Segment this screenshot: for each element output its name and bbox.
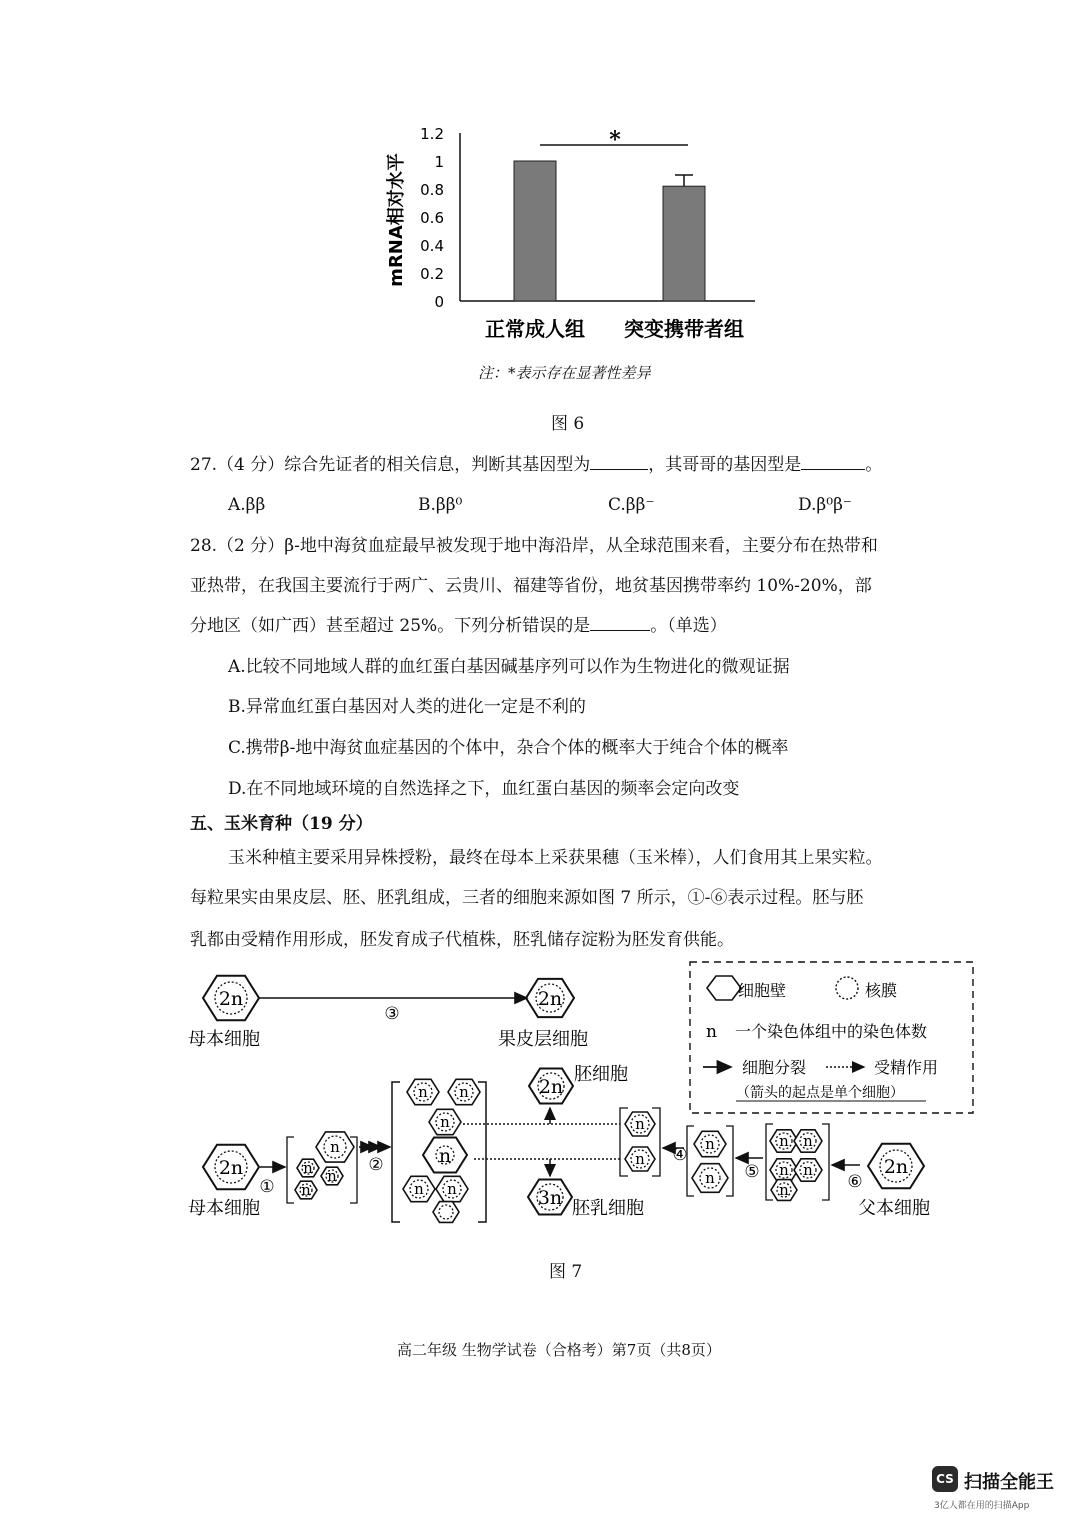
y-tick-label: 0 <box>434 293 444 311</box>
pericarp-cell <box>526 979 574 1017</box>
svg-text:n: n <box>635 1150 645 1168</box>
legend-hexagon-icon <box>707 976 741 1000</box>
svg-text:n: n <box>779 1161 789 1179</box>
step-5-label: ⑤ <box>744 1162 760 1182</box>
svg-text:2n: 2n <box>218 988 244 1010</box>
step-2-label: ② <box>368 1155 384 1175</box>
bar <box>663 186 705 301</box>
antipodal-cell <box>436 1176 468 1201</box>
q28-option-d[interactable]: D.在不同地域环境的自然选择之下，血红蛋白基因的频率会定向改变 <box>228 779 740 799</box>
q28-line-3a: 分地区（如广西）甚至超过 25%。下列分析错误的是 <box>190 616 591 636</box>
mother-cell-top-label: 母本细胞 <box>188 1029 260 1050</box>
degenerate-megaspore-cell <box>297 1159 319 1177</box>
microspore-cell <box>794 1159 822 1181</box>
step-3-label: ③ <box>384 1004 400 1024</box>
page-footer: 高二年级 生物学试卷（合格考）第7页（共8页） <box>397 1341 721 1359</box>
degenerate-megaspore-cell <box>321 1167 343 1185</box>
x-category-label: 突变携带者组 <box>624 317 744 341</box>
legend-n-symbol: n <box>706 1022 717 1042</box>
megaspore-cell <box>316 1132 354 1162</box>
mother-cell-bottom <box>203 1145 259 1190</box>
q27-text-c: 。 <box>865 455 883 475</box>
svg-text:n: n <box>779 1181 789 1199</box>
q28-line-1: 28.（2 分）β-地中海贫血症最早被发现于地中海沿岸，从全球范围来看，主要分布在热带和 <box>190 536 878 556</box>
central-cell <box>423 1138 467 1173</box>
y-axis-label: mRNA相对水平 <box>386 153 407 287</box>
bracket-pollen-right <box>726 1126 733 1196</box>
q28-line-2: 亚热带，在我国主要流行于两广、云贵川、福建等省份，地贫基因携带率约 10%-20%，部 <box>190 576 872 596</box>
pericarp-cell-label: 果皮层细胞 <box>498 1029 588 1050</box>
svg-text:2n: 2n <box>538 1076 564 1098</box>
q27-option-b[interactable]: B.ββ⁰ <box>418 495 463 515</box>
chart-note: 注：*表示存在显著性差异 <box>478 364 651 382</box>
bar <box>514 161 556 301</box>
legend-fertilization: 受精作用 <box>874 1058 939 1077</box>
svg-text:n: n <box>705 1135 715 1153</box>
x-category-label: 正常成人组 <box>485 317 585 341</box>
svg-text:n: n <box>635 1115 645 1133</box>
endosperm-cell <box>528 1180 572 1215</box>
svg-text:n: n <box>438 1145 452 1167</box>
father-cell-label: 父本细胞 <box>858 1198 930 1219</box>
mother-cell-top <box>203 976 259 1021</box>
bracket-embryo-sac-right <box>478 1082 486 1222</box>
figure-7-label: 图 7 <box>549 1262 583 1282</box>
y-tick-label: 0.4 <box>420 237 444 255</box>
degenerate-megaspore-cell <box>295 1181 317 1199</box>
q28-option-b[interactable]: B.异常血红蛋白基因对人类的进化一定是不利的 <box>228 697 586 717</box>
bracket-microspores-right <box>822 1124 829 1200</box>
q27-option-d[interactable]: D.β⁰β⁻ <box>798 495 852 515</box>
legend-n-definition: 一个染色体组中的染色体数 <box>735 1022 928 1041</box>
section-5-title: 五、玉米育种（19 分） <box>190 814 373 834</box>
svg-text:2n: 2n <box>883 1156 909 1178</box>
microspore-cell <box>794 1130 822 1152</box>
legend-cell-wall: 细胞壁 <box>738 981 787 1000</box>
embryo-cell-label: 胚细胞 <box>574 1064 628 1085</box>
q27-blank-1[interactable] <box>590 469 648 470</box>
tube-cell <box>692 1164 728 1193</box>
legend-nucleus-icon <box>836 977 858 999</box>
q28-line-3 <box>190 616 727 636</box>
scanner-app-name: 扫描全能王 <box>964 1472 1054 1493</box>
svg-text:n: n <box>303 1159 313 1177</box>
sperm-cell <box>625 1112 655 1136</box>
q27-option-a[interactable]: A.ββ <box>228 495 266 515</box>
y-tick-label: 1.2 <box>420 125 444 143</box>
svg-text:n: n <box>440 1113 450 1131</box>
antipodal-cell <box>433 1202 459 1223</box>
generative-cell <box>694 1131 726 1156</box>
bracket-sperm-pair-right <box>652 1108 660 1176</box>
svg-text:3n: 3n <box>537 1187 563 1209</box>
svg-text:n: n <box>327 1167 337 1185</box>
svg-text:n: n <box>803 1132 813 1150</box>
q27-text-b: ，其哥哥的基因型是 <box>648 455 802 475</box>
antipodal-cell <box>403 1176 435 1201</box>
significance-mark: * <box>609 127 621 153</box>
bracket-embryo-sac <box>392 1082 400 1222</box>
q28-option-a[interactable]: A.比较不同地域人群的血红蛋白基因碱基序列可以作为生物进化的微观证据 <box>228 657 790 677</box>
endosperm-cell-label: 胚乳细胞 <box>572 1198 644 1219</box>
svg-text:n: n <box>803 1161 813 1179</box>
svg-text:n: n <box>447 1180 457 1198</box>
svg-text:n: n <box>779 1132 789 1150</box>
bracket-pollen <box>687 1126 694 1196</box>
figure-6 <box>370 120 790 390</box>
legend-division: 细胞分裂 <box>742 1058 807 1077</box>
embryo-sac-nucleus <box>407 1079 439 1104</box>
q27-blank-2[interactable] <box>801 469 865 470</box>
y-tick-label: 0.2 <box>420 265 444 283</box>
scanner-logo-icon: CS <box>932 1466 958 1492</box>
svg-text:n: n <box>418 1083 428 1101</box>
figure-7-diagram <box>0 950 1080 1250</box>
microspore-cell <box>771 1180 797 1201</box>
scanner-app-slogan: 3亿人都在用的扫描App <box>934 1501 1030 1511</box>
svg-text:n: n <box>459 1083 469 1101</box>
legend-nuclear-membrane: 核膜 <box>865 981 898 1000</box>
svg-text:2n: 2n <box>218 1157 244 1179</box>
father-cell <box>868 1144 924 1189</box>
q28-line-3b: 。（单选） <box>650 616 727 636</box>
q28-blank[interactable] <box>590 630 650 631</box>
figure-6-label: 图 6 <box>551 414 585 434</box>
embryo-cell <box>529 1069 573 1104</box>
svg-text:n: n <box>705 1169 715 1187</box>
bracket-sperm-pair <box>620 1108 628 1176</box>
svg-text:n: n <box>301 1181 311 1199</box>
svg-text:n: n <box>330 1138 340 1156</box>
egg-cell <box>429 1109 461 1134</box>
section-5-para-1: 玉米种植主要采用异株授粉，最终在母本上采获果穗（玉米棒），人们食用其上果实粒。 <box>228 848 883 868</box>
step-4-label: ④ <box>672 1145 688 1165</box>
step-1-label: ① <box>259 1177 275 1197</box>
section-5-para-2: 每粒果实由果皮层、胚、胚乳组成，三者的细胞来源如图 7 所示，①-⑥表示过程。胚与胚 <box>190 888 864 908</box>
bracket-mother-megaspores <box>287 1137 294 1203</box>
svg-text:n: n <box>414 1180 424 1198</box>
bar-chart <box>370 120 790 390</box>
embryo-sac-nucleus <box>448 1079 480 1104</box>
section-5-para-3: 乳都由受精作用形成，胚发育成子代植株，胚乳储存淀粉为胚发育供能。 <box>190 930 734 950</box>
y-tick-label: 1 <box>434 153 444 171</box>
q27-text-a: 27.（4 分）综合先证者的相关信息，判断其基因型为 <box>190 455 591 475</box>
q28-option-c[interactable]: C.携带β-地中海贫血症基因的个体中，杂合个体的概率大于纯合个体的概率 <box>228 738 789 758</box>
question-27 <box>190 455 882 475</box>
step-6-label: ⑥ <box>847 1172 863 1192</box>
y-tick-label: 0.8 <box>420 181 444 199</box>
sperm-cell <box>625 1147 655 1171</box>
legend-arrow-note: （箭头的起点是单个细胞） <box>736 1085 904 1101</box>
q27-option-c[interactable]: C.ββ⁻ <box>608 495 655 515</box>
mother-cell-bottom-label: 母本细胞 <box>188 1198 260 1219</box>
svg-text:2n: 2n <box>537 988 563 1010</box>
y-tick-label: 0.6 <box>420 209 444 227</box>
